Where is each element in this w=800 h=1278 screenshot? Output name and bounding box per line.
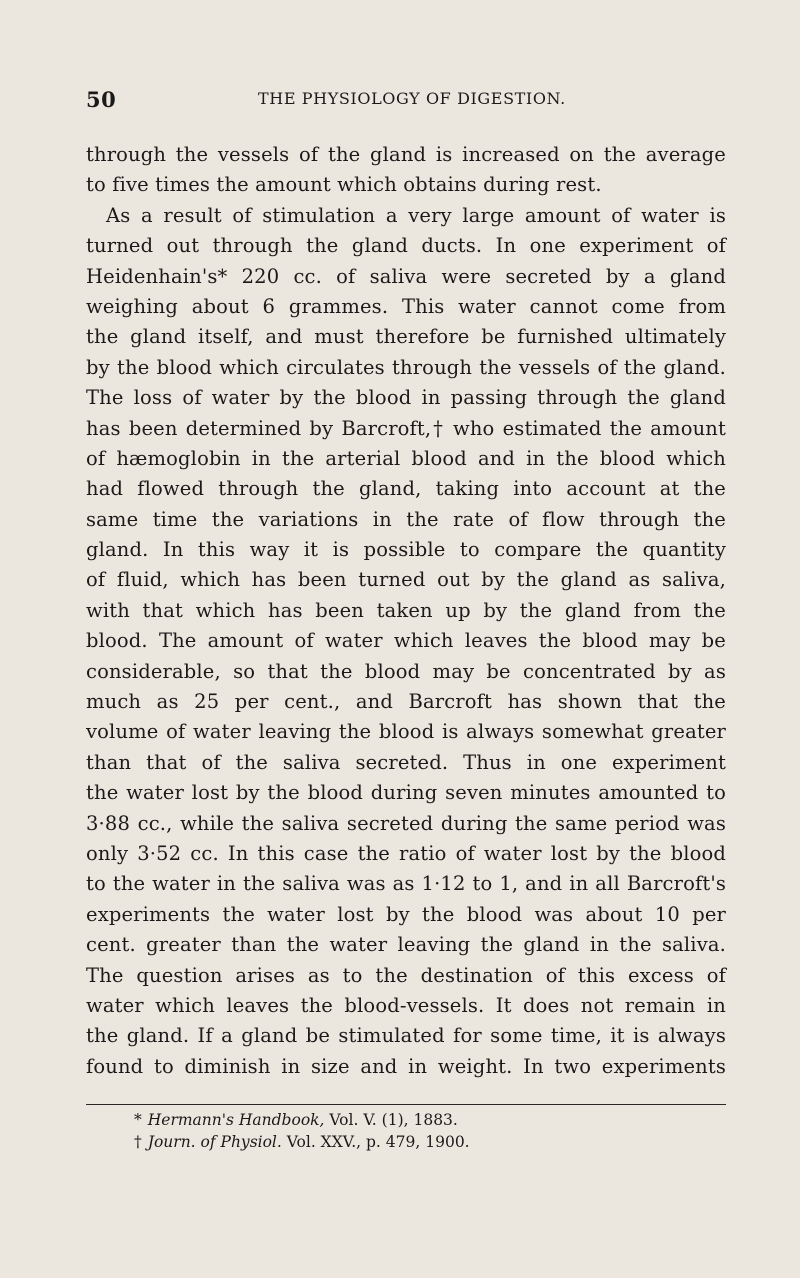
footnote-mark: * <box>134 1111 142 1129</box>
text-line: As a result of stimulation a very large amount of water is <box>106 203 726 227</box>
text-line: the gland itself, and must therefore be furnished ultimately <box>86 325 726 349</box>
body-text <box>86 140 726 1082</box>
text-line: blood. The amount of water which leaves the blood may be <box>86 629 726 653</box>
footnote <box>134 1109 694 1131</box>
footnote-divider <box>86 1104 726 1105</box>
text-line: to five times the amount which obtains during rest. <box>86 173 602 197</box>
text-line: only 3·52 cc. In this case the ratio of water lost by the blood <box>86 841 726 865</box>
text-line: much as 25 per cent., and Barcroft has shown that the <box>86 690 726 714</box>
text-line: 3·88 cc., while the saliva secreted during the same period was <box>86 811 726 835</box>
footnote-source-title: Journ. of Physiol. <box>147 1133 282 1151</box>
page-number: 50 <box>86 87 117 112</box>
text-line: Heidenhain's* 220 cc. of saliva were secreted by a gland <box>86 264 726 288</box>
text-line: found to diminish in size and in weight. In two experiments <box>86 1054 726 1078</box>
text-line: the gland. If a gland be stimulated for some time, it is always <box>86 1024 726 1048</box>
text-line: considerable, so that the blood may be concentrated by as <box>86 659 726 683</box>
footnote-source-title: Hermann's Handbook, <box>147 1111 325 1129</box>
text-line: gland. In this way it is possible to compare the quantity <box>86 538 726 562</box>
page-header <box>86 87 726 117</box>
text-line: same time the variations in the rate of flow through the <box>86 507 726 531</box>
running-head: THE PHYSIOLOGY OF DIGESTION. <box>258 89 566 108</box>
text-line: of hæmoglobin in the arterial blood and in the blood which <box>86 446 726 470</box>
text-line: water which leaves the blood-vessels. It does not remain in <box>86 993 726 1017</box>
footnote-mark: † <box>134 1133 142 1151</box>
text-line: experiments the water lost by the blood was about 10 per <box>86 902 726 926</box>
text-line: with that which has been taken up by the gland from the <box>86 598 726 622</box>
text-line: to the water in the saliva was as 1·12 to 1, and in all Barcroft's <box>86 872 726 896</box>
footnote <box>134 1131 694 1153</box>
footnote-reference: Vol. XXV., p. 479, 1900. <box>286 1133 470 1151</box>
text-line: by the blood which circulates through the vessels of the gland. <box>86 355 726 379</box>
text-line: the water lost by the blood during seven minutes amounted to <box>86 781 726 805</box>
text-line: The question arises as to the destination of this excess of <box>86 963 726 987</box>
text-line: volume of water leaving the blood is always somewhat greater <box>86 720 726 744</box>
text-line: had flowed through the gland, taking into account at the <box>86 477 726 501</box>
text-line: through the vessels of the gland is increased on the average <box>86 143 726 166</box>
text-line: turned out through the gland ducts. In one experiment of <box>86 234 726 258</box>
text-line: of fluid, which has been turned out by the gland as saliva, <box>86 568 726 592</box>
footnotes <box>134 1109 694 1153</box>
text-line: The loss of water by the blood in passing through the gland <box>86 386 726 410</box>
text-line: cent. greater than the water leaving the gland in the saliva. <box>86 933 726 957</box>
text-line: has been determined by Barcroft,† who estimated the amount <box>86 416 726 440</box>
text-line: than that of the saliva secreted. Thus in one experiment <box>86 750 726 774</box>
footnote-reference: Vol. V. (1), 1883. <box>329 1111 458 1129</box>
text-line: weighing about 6 grammes. This water cannot come from <box>86 294 726 318</box>
